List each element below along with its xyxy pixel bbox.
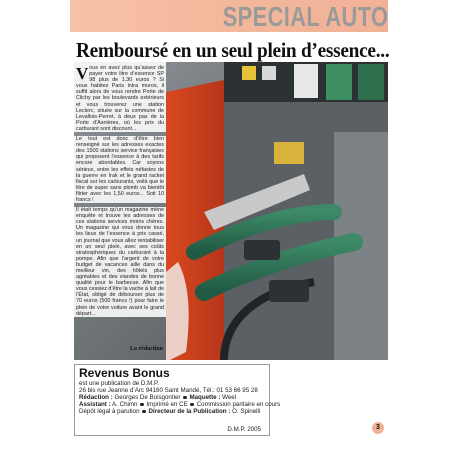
drop-cap: V (76, 64, 89, 83)
bullet-icon (142, 410, 146, 414)
depot-text: Dépôt légal à parution (79, 408, 140, 415)
redaction-label: Rédaction : (79, 394, 113, 401)
maquette-label: Maquette : (189, 394, 221, 401)
directeur-value: O. Spinelli (232, 408, 261, 415)
directeur-label: Directeur de la Publication : (148, 408, 231, 415)
publication-info-box (74, 364, 281, 436)
address-line: 26 bis rue Jeanne d’Arc 94160 Saint Mandé, Tél.: 01 53 66 95 28 (79, 387, 258, 394)
article-paragraph-3: Il était temps qu’un magazine mène enquête et trouve les adresses de ces stations services moins chères. Un magazine qui vous donne tous les lieux de l’essence à prix cassé, un journal que vous allez rentabiliser en un seul plein, avec ses coûts stratosphériques du carburant à la pompe. Afin que l’argent de votre budget de vacances aille dans du meilleur vin, des hôtels plus agréables et des viandes de bonne qualité pour le barbecue. Afin que vous cessiez d’être la vache à lait de l’État, obligé de débourser plus de 70 euros (500 francs !) pour faire le plein de votre voiture avant le grand départ... (76, 207, 164, 317)
staff-line-1 (79, 394, 265, 401)
bullet-icon (190, 403, 194, 407)
publication-title: Revenus Bonus (79, 366, 170, 380)
article-body (74, 62, 166, 358)
bullet-icon (140, 403, 144, 407)
article-paragraph-2: Le tout est donc d’être bien renseigné sur les adresses exactes des 1500 stations service françaises qui proposent l’essence à des tarifs encore abordables. Car soyons sérieux, entre les effets néfastes de la guerre en Irak et le grand racket fiscal sur les carburants, voilà que le litre de super sans plomb va bientôt flirter avec les 1,50 euros... Soit 10 francs ! (76, 136, 164, 203)
staff-line-3 (79, 408, 265, 415)
article-paragraph-1 (74, 62, 166, 132)
assistant-label: Assistant : (79, 401, 111, 408)
maquette-value: Weel (222, 394, 237, 401)
publisher-line: est une publication de D.M.P. (79, 380, 160, 387)
article-paragraph-1-text: ous en avez plus qu’assez de payer votre litre d’essence SP 98 plus de 1,30 euros ? Si vous habitez Paris intra muros, il suffit alors de vous rendre Porte de Clichy par les boulevards extérieurs et vous trouverez une station Leclerc, située sur la commune de Levallois-Perret, à deux pas de la Porte d’Asnières, où les prix du carburant sont discount... (76, 65, 164, 132)
imprime-text: Imprimé en CE (146, 401, 188, 408)
copyright-credit: D.M.P. 2005 (227, 426, 261, 433)
staff-line-2 (79, 401, 281, 408)
article-headline: Remboursé en un seul plein d’essence... (76, 38, 390, 62)
section-title: SPECIAL AUTO (222, 1, 388, 32)
commission-text: Commission paritaire en cours (196, 401, 281, 408)
assistant-value: A. Chimn (112, 401, 138, 408)
article-signature: La rédaction (130, 346, 163, 352)
redaction-value: Georges De Boisgontier (114, 394, 181, 401)
page-number: 3 (372, 422, 384, 434)
bullet-icon (183, 396, 187, 400)
